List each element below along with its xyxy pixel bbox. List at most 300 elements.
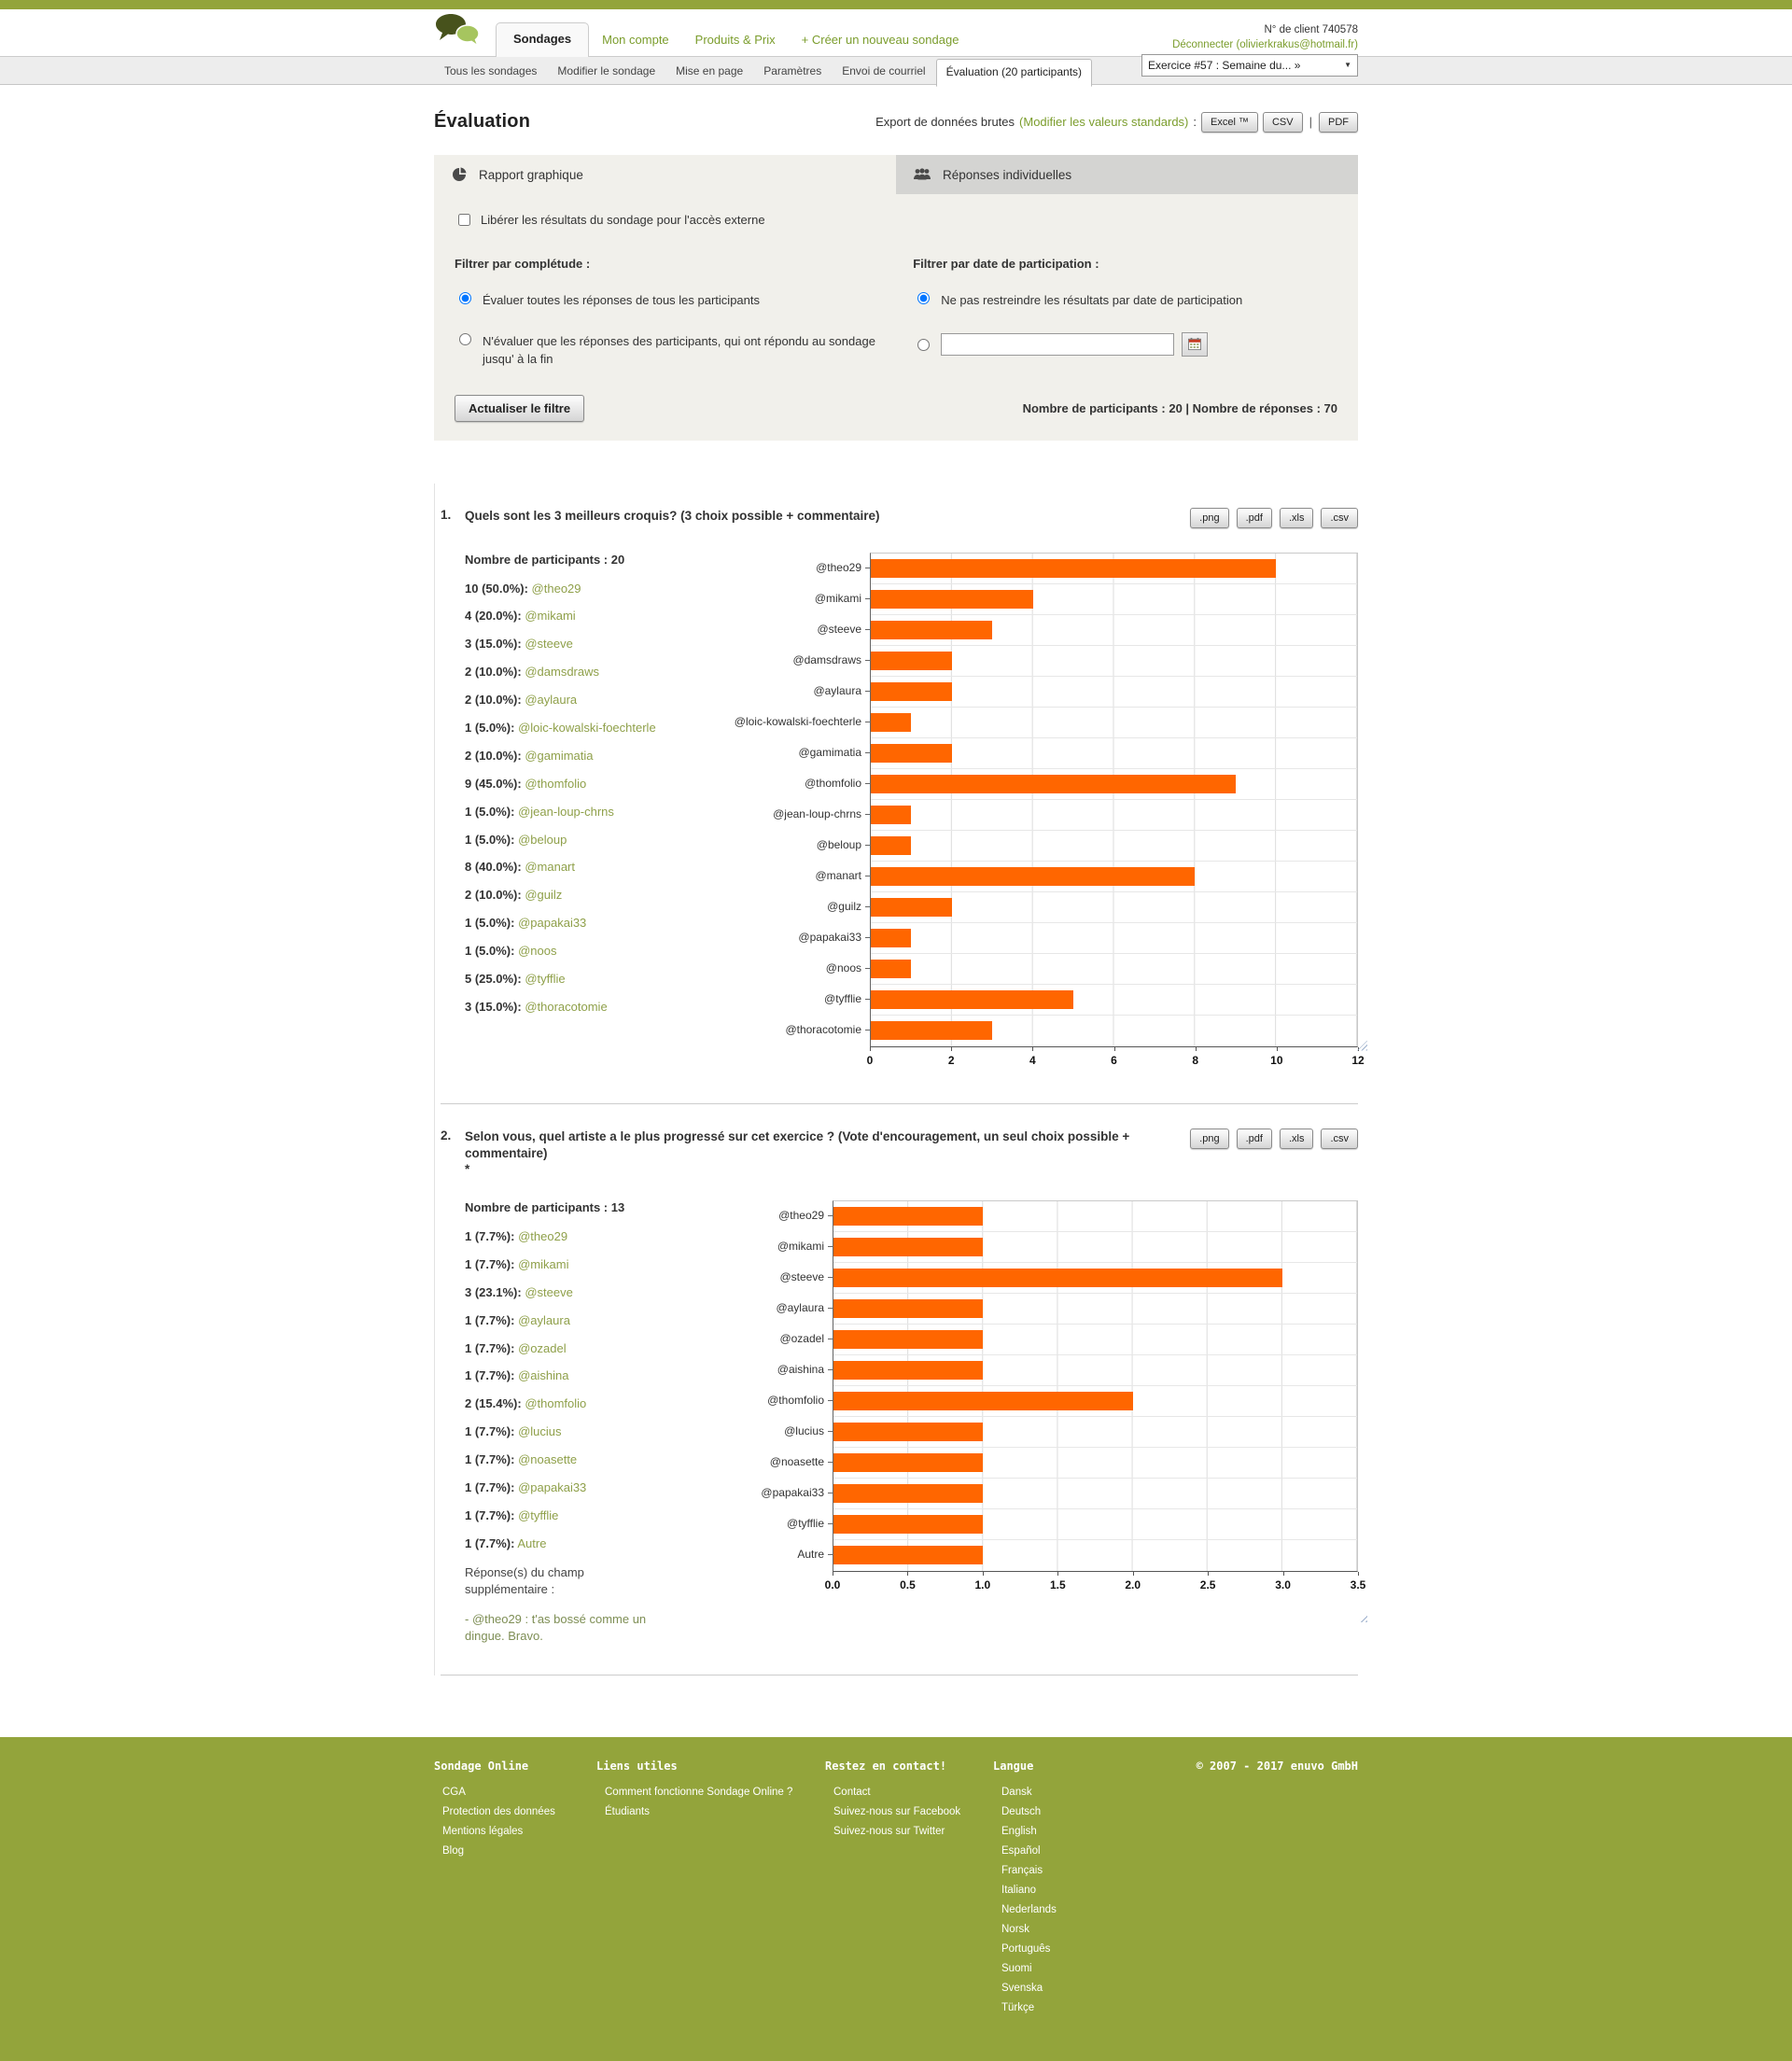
- bar-track: [833, 1509, 1357, 1540]
- question-results: [441, 553, 683, 1073]
- result-row: [465, 1452, 683, 1468]
- required-asterisk: *: [465, 1161, 470, 1176]
- result-row: [465, 1424, 683, 1440]
- result-row: [465, 805, 683, 820]
- page-title: Évaluation: [434, 111, 531, 132]
- result-row: [465, 972, 683, 988]
- question-number: 2.: [441, 1128, 452, 1143]
- bar-track: [871, 584, 1357, 615]
- nav-produits-prix[interactable]: Produits & Prix: [694, 33, 776, 47]
- x-tick: [1208, 1572, 1209, 1576]
- x-tick-label: 0.0: [824, 1577, 841, 1591]
- update-filter-button[interactable]: Actualiser le filtre: [455, 395, 584, 422]
- bar-manart: [871, 867, 1195, 886]
- result-link-autre[interactable]: Autre: [517, 1535, 547, 1550]
- result-link-mikami[interactable]: @mikami: [525, 609, 576, 624]
- result-link-tyfflie[interactable]: @tyfflie: [525, 971, 566, 986]
- release-results-label: Libérer les résultats du sondage pour l'accès externe: [481, 213, 765, 227]
- question-export-buttons: [1190, 1129, 1358, 1149]
- result-link-damsdraws[interactable]: @damsdraws: [525, 665, 599, 680]
- x-tick-label: 8: [1192, 1053, 1198, 1067]
- completeness-filter-label: Filtrer par complétude :: [455, 257, 591, 271]
- tab-reponses-individuelles[interactable]: [896, 155, 1358, 194]
- x-tick-label: 6: [1111, 1053, 1117, 1067]
- y-axis-label-tyfflie: @tyfflie: [824, 992, 861, 1005]
- result-link-theo29[interactable]: @theo29: [531, 581, 581, 596]
- bar-papakai33: [871, 929, 911, 947]
- result-row: [465, 693, 683, 708]
- y-axis-label-lucius: @lucius: [784, 1424, 824, 1438]
- footer-link-espa-ol[interactable]: Español: [1001, 1845, 1041, 1858]
- date-radio-unrestricted[interactable]: [917, 292, 930, 304]
- x-tick-label: 10: [1270, 1053, 1283, 1067]
- result-count: 1 (7.7%):: [465, 1368, 515, 1383]
- x-tick-label: 4: [1029, 1053, 1036, 1067]
- y-axis-label-mikami: @mikami: [814, 592, 861, 605]
- result-count: 1 (7.7%):: [465, 1312, 515, 1327]
- y-axis-label-thomfolio: @thomfolio: [805, 777, 861, 790]
- main-content: [434, 111, 1366, 1675]
- plot-area: [833, 1200, 1358, 1572]
- date-filter-label: Filtrer par date de participation :: [913, 257, 1099, 271]
- result-link-thomfolio[interactable]: @thomfolio: [525, 776, 587, 791]
- y-axis-label-steeve: @steeve: [779, 1270, 824, 1284]
- top-accent-bar: [0, 0, 1792, 9]
- result-row: [465, 749, 683, 764]
- chevron-down-icon: ▼: [1344, 61, 1351, 69]
- bar-track: [833, 1386, 1357, 1417]
- result-count: 2 (10.0%):: [465, 693, 522, 708]
- footer-columns: [434, 1760, 1142, 2022]
- result-count: 1 (7.7%):: [465, 1340, 515, 1355]
- app-logo[interactable]: [434, 12, 488, 56]
- y-axis-label-damsdraws: @damsdraws: [792, 653, 861, 666]
- result-count: 1 (7.7%):: [465, 1228, 515, 1243]
- result-row: [465, 1313, 683, 1329]
- result-row: [465, 665, 683, 680]
- footer-link-blog[interactable]: Blog: [442, 1845, 465, 1858]
- footer-link-norsk[interactable]: Norsk: [1001, 1924, 1030, 1936]
- speech-bubbles-logo-icon: [434, 12, 483, 49]
- footer-column-langue: [993, 1760, 1142, 2022]
- footer-link-comment-fonctionne-sondage-online[interactable]: Comment fonctionne Sondage Online ?: [605, 1787, 793, 1799]
- x-tick: [1032, 1047, 1033, 1051]
- bar-thoracotomie: [871, 1021, 992, 1040]
- result-row: [465, 1341, 683, 1357]
- result-count: 2 (10.0%):: [465, 665, 522, 680]
- y-axis-label-autre: Autre: [797, 1548, 824, 1562]
- bar-tyfflie: [871, 990, 1073, 1009]
- bar-jean-loup-chrns: [871, 806, 911, 824]
- question-results: [441, 1200, 683, 1645]
- result-row: [465, 944, 683, 960]
- result-link-mikami[interactable]: @mikami: [518, 1256, 569, 1271]
- result-row: [465, 833, 683, 848]
- copyright: © 2007 - 2017 enuvo GmbH: [1196, 1760, 1358, 1774]
- footer-column-restez-en-contact: [825, 1760, 993, 2022]
- x-tick: [951, 1047, 952, 1051]
- question-title: Selon vous, quel artiste a le plus progressé sur cet exercice ? (Vote d'encouragement, un seul choix possible + commentaire): [465, 1129, 1130, 1160]
- result-row: [465, 1536, 683, 1552]
- footer-link-mentions-l-gales[interactable]: Mentions légales: [442, 1826, 524, 1838]
- chart-resize-handle[interactable]: [1357, 1041, 1367, 1051]
- result-count: 1 (7.7%):: [465, 1424, 515, 1439]
- y-axis-label-papakai33: @papakai33: [761, 1486, 824, 1500]
- calendar-icon: [1188, 337, 1201, 351]
- footer-link-italiano[interactable]: Italiano: [1001, 1885, 1037, 1897]
- result-link-papakai33[interactable]: @papakai33: [518, 1479, 587, 1494]
- subnav-mise-en-page[interactable]: Mise en page: [676, 63, 744, 77]
- result-link-manart[interactable]: @manart: [525, 860, 575, 875]
- question-number: 1.: [441, 507, 452, 522]
- x-tick-label: 0: [866, 1053, 874, 1067]
- x-tick-label: 2: [947, 1053, 955, 1067]
- completeness-radio-all[interactable]: [459, 292, 471, 304]
- question-2: [441, 1104, 1366, 1676]
- x-tick: [907, 1572, 908, 1576]
- bar-track: [871, 985, 1357, 1016]
- result-link-loic-kowalski-foechterle[interactable]: @loic-kowalski-foechterle: [518, 720, 656, 735]
- completeness-option-all: Évaluer toutes les réponses de tous les participants: [455, 291, 913, 310]
- subnav-envoi-de-courriel[interactable]: Envoi de courriel: [842, 63, 926, 77]
- footer-link-suivez-nous-sur-twitter[interactable]: Suivez-nous sur Twitter: [833, 1826, 945, 1838]
- y-axis-label-thoracotomie: @thoracotomie: [785, 1023, 861, 1036]
- bar-noasette: [833, 1453, 983, 1472]
- y-axis-label-loic-kowalski-foechterle: @loic-kowalski-foechterle: [734, 715, 861, 728]
- x-tick: [1057, 1572, 1058, 1576]
- result-link-steeve[interactable]: @steeve: [525, 637, 573, 652]
- bar-track: [833, 1448, 1357, 1479]
- bar-beloup: [871, 836, 911, 855]
- result-link-lucius[interactable]: @lucius: [518, 1424, 562, 1439]
- result-count: 2 (10.0%):: [465, 748, 522, 763]
- result-row: [465, 1368, 683, 1384]
- export-pdf-button[interactable]: .pdf: [1237, 508, 1272, 528]
- x-tick-label: 1.5: [1049, 1577, 1066, 1591]
- footer-link-cga[interactable]: CGA: [442, 1787, 466, 1799]
- bar-mikami: [833, 1238, 983, 1256]
- bar-thomfolio: [833, 1392, 1133, 1410]
- footer-link-svenska[interactable]: Svenska: [1001, 1983, 1043, 1995]
- result-count: 3 (15.0%):: [465, 637, 522, 652]
- export-csv-button[interactable]: .csv: [1321, 1129, 1358, 1149]
- x-tick-label: 0.5: [900, 1577, 916, 1591]
- people-icon: [913, 168, 931, 181]
- bar-lucius: [833, 1423, 983, 1441]
- bar-autre: [833, 1546, 983, 1564]
- questions-area: [434, 484, 1366, 1676]
- plot-area: [870, 553, 1358, 1047]
- footer-link-t-rk-e[interactable]: Türkçe: [1001, 2002, 1035, 2014]
- result-count: 1 (5.0%):: [465, 832, 515, 847]
- result-count: 4 (20.0%):: [465, 609, 522, 624]
- y-axis-label-mikami: @mikami: [777, 1240, 824, 1254]
- result-link-aylaura[interactable]: @aylaura: [525, 693, 578, 708]
- bar-track: [833, 1201, 1357, 1232]
- account-info: [1172, 24, 1358, 56]
- footer-column-sondage-online: [434, 1760, 596, 2022]
- export-excel-button[interactable]: Excel ™: [1201, 112, 1258, 133]
- x-tick: [1114, 1047, 1115, 1051]
- y-axis-label-guilz: @guilz: [827, 900, 861, 913]
- y-axis-label-beloup: @beloup: [816, 838, 861, 851]
- result-link-theo29[interactable]: @theo29: [518, 1228, 568, 1243]
- result-link-thomfolio[interactable]: @thomfolio: [525, 1396, 587, 1411]
- date-option-custom: [913, 332, 1337, 357]
- result-count: 9 (45.0%):: [465, 776, 522, 791]
- result-count: 3 (23.1%):: [465, 1284, 522, 1299]
- question-title: Quels sont les 3 meilleurs croquis? (3 choix possible + commentaire): [465, 508, 880, 523]
- bar-aishina: [833, 1361, 983, 1380]
- export-png-button[interactable]: .png: [1190, 1129, 1228, 1149]
- footer-column-title: Restez en contact!: [825, 1760, 947, 1774]
- x-tick: [1283, 1572, 1284, 1576]
- participation-stats: Nombre de participants : 20 | Nombre de réponses : 70: [1022, 400, 1337, 415]
- export-pdf-button[interactable]: .pdf: [1237, 1129, 1272, 1149]
- client-number: N° de client 740578: [1264, 24, 1358, 35]
- subnav-param-tres[interactable]: Paramètres: [763, 63, 822, 77]
- footer: [0, 1737, 1792, 2061]
- bar-steeve: [871, 621, 992, 639]
- nav-cr-er-un-nouveau-sondage[interactable]: + Créer un nouveau sondage: [801, 33, 959, 47]
- x-tick-label: 2.0: [1125, 1577, 1141, 1591]
- result-row: [465, 1229, 683, 1245]
- bar-track: [833, 1294, 1357, 1325]
- footer-link-dansk[interactable]: Dansk: [1001, 1787, 1032, 1799]
- result-count: 5 (25.0%):: [465, 971, 522, 986]
- y-axis-label-aylaura: @aylaura: [776, 1301, 824, 1315]
- bar-track: [871, 708, 1357, 738]
- header: [0, 9, 1792, 56]
- result-link-guilz[interactable]: @guilz: [525, 888, 563, 903]
- y-axis-label-gamimatia: @gamimatia: [798, 746, 861, 759]
- bar-theo29: [833, 1207, 983, 1226]
- result-link-tyfflie[interactable]: @tyfflie: [518, 1507, 559, 1522]
- survey-dropdown[interactable]: [1141, 54, 1358, 77]
- result-link-gamimatia[interactable]: @gamimatia: [525, 748, 594, 763]
- x-tick-label: 3.5: [1350, 1577, 1366, 1591]
- bar-track: [871, 615, 1357, 646]
- question-export-buttons: [1190, 508, 1358, 528]
- result-count: 1 (7.7%):: [465, 1256, 515, 1271]
- result-link-aylaura[interactable]: @aylaura: [518, 1312, 570, 1327]
- bar-track: [833, 1355, 1357, 1386]
- x-tick: [1358, 1572, 1359, 1576]
- export-row: [875, 112, 1358, 133]
- pie-chart-icon: [451, 166, 468, 183]
- tab-label: Rapport graphique: [479, 167, 583, 182]
- date-radio-custom[interactable]: [917, 339, 930, 351]
- result-link-aishina[interactable]: @aishina: [518, 1368, 569, 1383]
- export-label: Export de données brutes: [875, 115, 1015, 129]
- bar-papakai33: [833, 1484, 983, 1503]
- extra-field-label: Réponse(s) du champ supplémentaire :: [465, 1564, 584, 1596]
- result-row: [465, 916, 683, 932]
- export-colon: :: [1193, 115, 1197, 129]
- bar-track: [871, 769, 1357, 800]
- tab-rapport-graphique[interactable]: [434, 155, 896, 194]
- bar-track: [871, 1016, 1357, 1046]
- completeness-radio-finished[interactable]: [459, 333, 471, 345]
- subnav-modifier-le-sondage[interactable]: Modifier le sondage: [557, 63, 656, 77]
- result-link-noos[interactable]: @noos: [518, 944, 557, 959]
- bar-track: [871, 831, 1357, 862]
- bar-chart-q1: [683, 553, 1365, 1073]
- bar-track: [871, 738, 1357, 769]
- bar-track: [871, 862, 1357, 892]
- y-axis-label-noasette: @noasette: [769, 1455, 824, 1469]
- x-tick-label: 2.5: [1199, 1577, 1216, 1591]
- modify-standards-link[interactable]: (Modifier les valeurs standards): [1019, 115, 1189, 129]
- main-nav: [496, 22, 972, 56]
- subnav: [0, 56, 1792, 85]
- bar-aylaura: [871, 682, 952, 701]
- result-count: 1 (5.0%):: [465, 720, 515, 735]
- x-tick: [1196, 1047, 1197, 1051]
- footer-column-title: Langue: [993, 1760, 1034, 1774]
- result-row: [465, 777, 683, 792]
- footer-link-suivez-nous-sur-facebook[interactable]: Suivez-nous sur Facebook: [833, 1806, 961, 1818]
- y-axis-label-papakai33: @papakai33: [798, 931, 861, 944]
- footer-column-liens-utiles: [596, 1760, 825, 2022]
- nav-sondages[interactable]: Sondages: [496, 22, 589, 57]
- bar-aylaura: [833, 1299, 983, 1318]
- bar-ozadel: [833, 1330, 983, 1349]
- subnav-tous-les-sondages[interactable]: Tous les sondages: [444, 63, 538, 77]
- result-count: 10 (50.0%):: [465, 581, 528, 596]
- bar-mikami: [871, 590, 1033, 609]
- date-input[interactable]: [941, 333, 1174, 356]
- result-row: [465, 888, 683, 904]
- x-tick: [1133, 1572, 1134, 1576]
- footer-link-contact[interactable]: Contact: [833, 1787, 871, 1799]
- y-axis-label-tyfflie: @tyfflie: [787, 1517, 824, 1531]
- result-count: 1 (7.7%):: [465, 1479, 515, 1494]
- bar-loic-kowalski-foechterle: [871, 713, 911, 732]
- bar-track: [833, 1325, 1357, 1355]
- footer-link-tudiants[interactable]: Étudiants: [605, 1806, 650, 1818]
- bar-thomfolio: [871, 775, 1236, 793]
- result-link-papakai33[interactable]: @papakai33: [518, 916, 587, 931]
- participants-count: Nombre de participants : 20: [465, 552, 625, 567]
- result-row: [465, 1000, 683, 1016]
- question-1: [441, 484, 1365, 1104]
- release-results-row: [455, 211, 1337, 229]
- y-axis-label-jean-loup-chrns: @jean-loup-chrns: [773, 807, 861, 820]
- bar-steeve: [833, 1269, 1282, 1287]
- logout-link[interactable]: Déconnecter (olivierkrakus@hotmail.fr): [1172, 39, 1358, 50]
- y-axis-label-ozadel: @ozadel: [779, 1332, 824, 1346]
- export-csv-button[interactable]: CSV: [1263, 112, 1303, 133]
- y-axis-label-theo29: @theo29: [778, 1209, 824, 1223]
- bar-track: [871, 677, 1357, 708]
- participants-count: Nombre de participants : 13: [465, 1199, 625, 1214]
- bar-track: [871, 954, 1357, 985]
- calendar-button[interactable]: [1182, 332, 1208, 357]
- result-count: 1 (5.0%):: [465, 916, 515, 931]
- y-axis-label-aishina: @aishina: [777, 1363, 824, 1377]
- release-results-checkbox[interactable]: [458, 214, 470, 226]
- result-count: 2 (10.0%):: [465, 888, 522, 903]
- tab-label: Réponses individuelles: [943, 167, 1072, 182]
- result-link-noasette[interactable]: @noasette: [518, 1452, 578, 1467]
- x-axis: [824, 1572, 1366, 1598]
- export-csv-button[interactable]: .csv: [1321, 508, 1358, 528]
- result-link-beloup[interactable]: @beloup: [518, 832, 567, 847]
- bar-noos: [871, 960, 911, 978]
- completeness-option-finished: N'évaluer que les réponses des participants, qui ont répondu au sondage jusqu' à la fin: [455, 332, 913, 369]
- footer-link-portugu-s[interactable]: Português: [1001, 1943, 1051, 1956]
- bar-chart-q2: [683, 1200, 1366, 1645]
- y-axis-label-theo29: @theo29: [816, 561, 861, 574]
- bar-gamimatia: [871, 744, 952, 763]
- x-tick-label: 12: [1351, 1053, 1365, 1067]
- export-png-button[interactable]: .png: [1190, 508, 1228, 528]
- result-row: [465, 860, 683, 876]
- subnav-evaluation-tab[interactable]: Évaluation (20 participants): [936, 59, 1092, 87]
- result-count: 1 (5.0%):: [465, 804, 515, 819]
- result-row: [465, 1508, 683, 1524]
- nav-mon-compte[interactable]: Mon compte: [602, 33, 669, 47]
- result-link-steeve[interactable]: @steeve: [525, 1284, 573, 1299]
- survey-dropdown-value: Exercice #57 : Semaine du... »: [1148, 58, 1301, 72]
- result-row: [465, 721, 683, 736]
- result-row: [465, 582, 683, 597]
- footer-link-deutsch[interactable]: Deutsch: [1001, 1806, 1042, 1818]
- result-count: 1 (7.7%):: [465, 1535, 515, 1550]
- chart-resize-handle[interactable]: [1357, 1612, 1367, 1622]
- result-link-thoracotomie[interactable]: @thoracotomie: [525, 999, 608, 1014]
- extra-field-answer: - @theo29 : t'as bossé comme un dingue. Bravo.: [465, 1612, 647, 1644]
- bar-track: [833, 1540, 1357, 1571]
- result-row: [465, 637, 683, 652]
- export-xls-button[interactable]: .xls: [1280, 508, 1314, 528]
- export-pdf-button[interactable]: PDF: [1319, 112, 1358, 133]
- x-tick: [1277, 1047, 1278, 1051]
- y-axis-label-thomfolio: @thomfolio: [767, 1394, 824, 1408]
- result-count: 8 (40.0%):: [465, 860, 522, 875]
- bar-guilz: [871, 898, 952, 917]
- footer-column-title: Liens utiles: [596, 1760, 678, 1774]
- y-axis-labels: [683, 1200, 833, 1572]
- bar-track: [833, 1417, 1357, 1448]
- bar-track: [833, 1479, 1357, 1509]
- bar-track: [871, 892, 1357, 923]
- x-tick-label: 1.0: [974, 1577, 991, 1591]
- bar-track: [871, 923, 1357, 954]
- result-count: 1 (5.0%):: [465, 944, 515, 959]
- y-axis-label-aylaura: @aylaura: [813, 684, 861, 697]
- result-link-jean-loup-chrns[interactable]: @jean-loup-chrns: [518, 804, 614, 819]
- footer-link-nederlands[interactable]: Nederlands: [1001, 1904, 1057, 1916]
- result-link-ozadel[interactable]: @ozadel: [518, 1340, 567, 1355]
- footer-link-english[interactable]: English: [1001, 1826, 1037, 1838]
- y-axis-label-steeve: @steeve: [817, 623, 861, 636]
- bar-tyfflie: [833, 1515, 983, 1534]
- footer-link-suomi[interactable]: Suomi: [1001, 1963, 1032, 1975]
- footer-link-fran-ais[interactable]: Français: [1001, 1865, 1043, 1877]
- x-tick-label: 3.0: [1275, 1577, 1291, 1591]
- footer-column-title: Sondage Online: [434, 1760, 529, 1774]
- result-row: [465, 1480, 683, 1496]
- bar-track: [833, 1263, 1357, 1294]
- export-xls-button[interactable]: .xls: [1280, 1129, 1314, 1149]
- result-row: [465, 1257, 683, 1273]
- y-axis-label-noos: @noos: [825, 961, 861, 974]
- footer-link-protection-des-donn-es[interactable]: Protection des données: [442, 1806, 555, 1818]
- result-count: 3 (15.0%):: [465, 999, 522, 1014]
- result-count: 2 (15.4%):: [465, 1396, 522, 1411]
